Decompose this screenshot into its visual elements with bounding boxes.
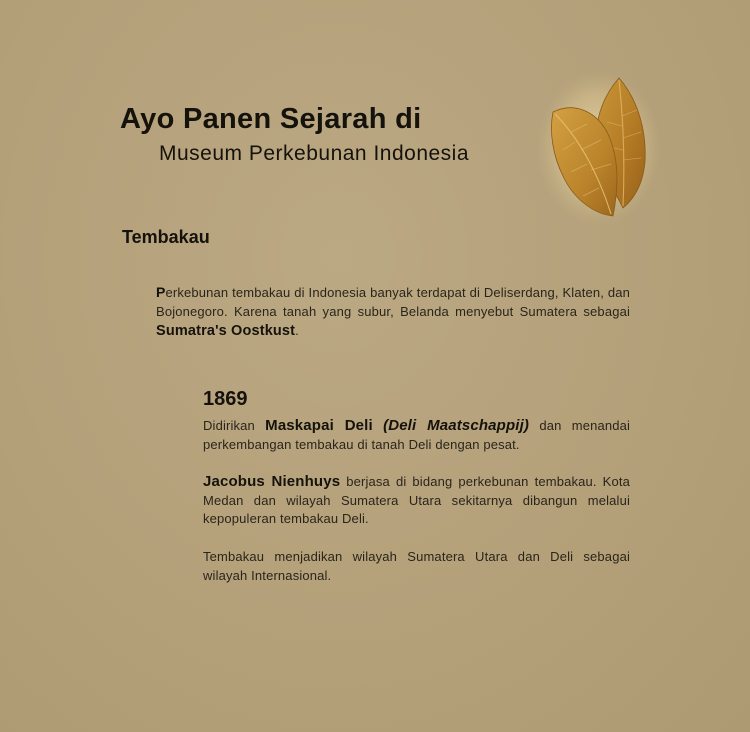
p1-text-start: Didirikan <box>203 418 266 433</box>
page-subtitle: Museum Perkebunan Indonesia <box>159 142 470 165</box>
p2-emphasis: Jacobus Nienhuys <box>203 473 341 490</box>
timeline-paragraph-3: Tembakau menjadikan wilayah Sumatera Utara dan Deli sebagai wilayah Internasional. <box>203 549 630 583</box>
section-title: Tembakau <box>122 227 210 247</box>
p2-text: berjasa di bidang perkebunan tembakau. Kota Medan dan wilayah Sumatera Utara sekitarnya dibangun melalui kepopuleran tembakau Deli. <box>203 474 630 526</box>
page-title: Ayo Panen Sejarah di <box>120 103 422 135</box>
tobacco-leaf-icon <box>537 66 662 226</box>
p1-emphasis: Maskapai Deli <box>265 417 373 434</box>
timeline-paragraph-2 <box>203 473 630 529</box>
intro-dropcap: P <box>156 284 166 300</box>
timeline-paragraph-1 <box>203 417 630 454</box>
intro-paragraph <box>156 283 630 341</box>
intro-text-end: . <box>295 323 299 338</box>
intro-emphasis: Sumatra's Oostkust <box>156 323 296 339</box>
p1-text-end: dan menandai perkembangan tembakau di tanah Deli dengan pesat. <box>203 418 631 452</box>
timeline-year: 1869 <box>203 388 248 410</box>
p1-italic: (Deli Maatschappij) <box>383 417 530 434</box>
intro-text: erkebunan tembakau di Indonesia banyak terdapat di Deliserdang, Klaten, dan Bojonegoro. Karena tanah yang subur, Belanda menyebut Sumatera sebagai <box>156 285 630 319</box>
